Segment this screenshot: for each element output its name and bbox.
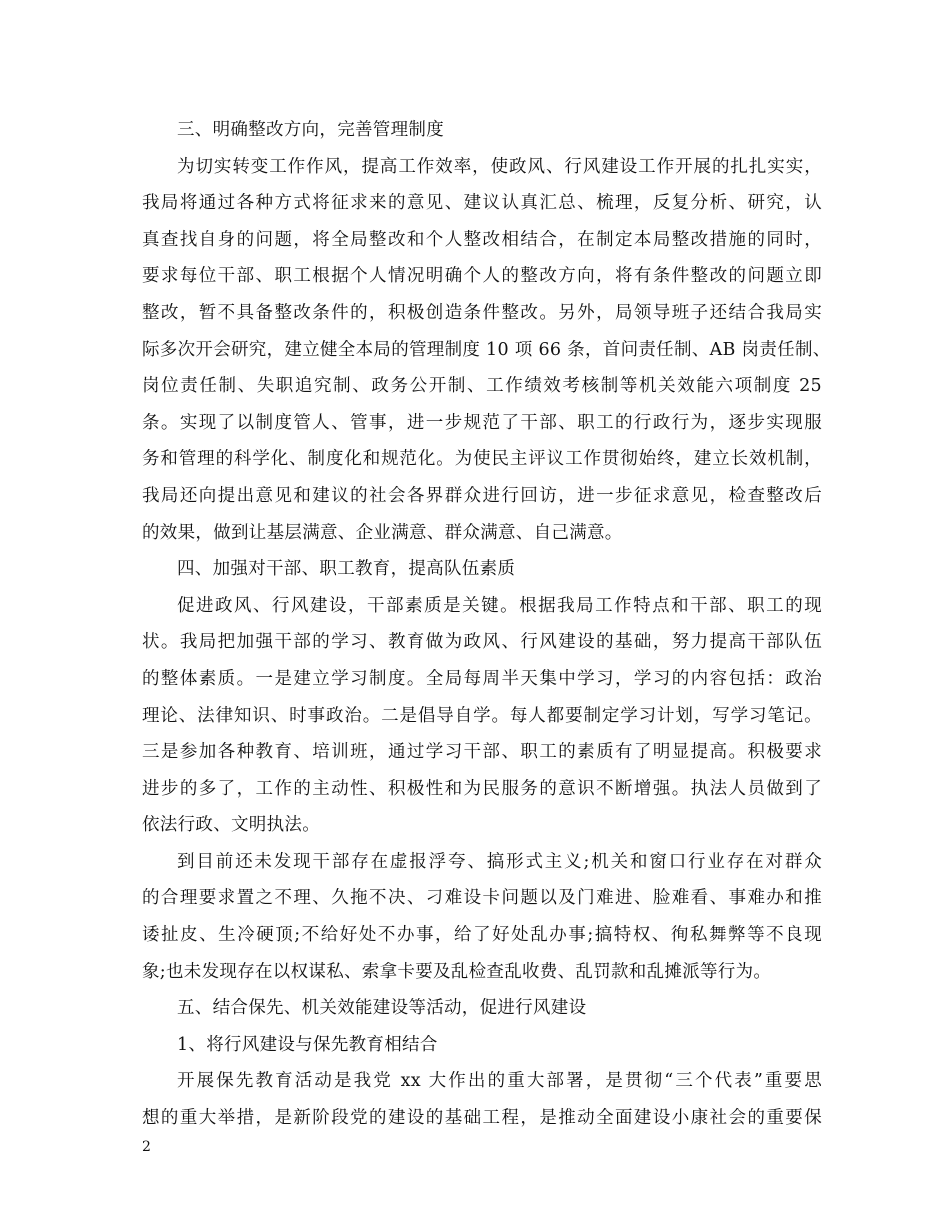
paragraph-line: 的整体素质。一是建立学习制度。全局每周半天集中学习，学习的内容包括：政治 — [142, 668, 822, 689]
paragraph-line: 到目前还未发现干部存在虚报浮夸、搞形式主义;机关和窗口行业存在对群众 — [177, 851, 822, 872]
paragraph-line: 想的重大举措，是新阶段党的建设的基础工程，是推动全面建设小康社会的重要保 — [142, 1108, 822, 1129]
paragraph-line: 象;也未发现存在以权谋私、索拿卡要及乱检查乱收费、乱罚款和乱摊派等行为。 — [142, 961, 772, 982]
page-number: 2 — [142, 1139, 151, 1155]
subsection-heading-1: 1、将行风建设与保先教育相结合 — [177, 1034, 438, 1055]
paragraph-line: 的效果，做到让基层满意、企业满意、群众满意、自己满意。 — [142, 522, 623, 543]
paragraph-line: 进步的多了，工作的主动性、积极性和为民服务的意识不断增强。执法人员做到了 — [142, 778, 822, 799]
section-heading-3: 三、明确整改方向，完善管理制度 — [177, 120, 444, 140]
document-body — [142, 112, 831, 1137]
paragraph-line: 务和管理的科学化、制度化和规范化。为使民主评议工作贯彻始终，建立长效机制， — [142, 449, 822, 470]
paragraph-line: 依法行政、文明执法。 — [142, 815, 320, 836]
paragraph-line: 促进政风、行风建设，干部素质是关键。根据我局工作特点和干部、职工的现 — [177, 595, 822, 616]
paragraph-line: 要求每位干部、职工根据个人情况明确个人的整改方向，将有条件整改的问题立即 — [142, 266, 822, 287]
paragraph-line: 诿扯皮、生冷硬顶;不给好处不办事，给了好处乱办事;搞特权、徇私舞弊等不良现 — [142, 925, 822, 946]
paragraph-line: 三是参加各种教育、培训班，通过学习干部、职工的素质有了明显提高。积极要求 — [142, 742, 822, 763]
paragraph-line: 我局还向提出意见和建议的社会各界群众进行回访，进一步征求意见，检查整改后 — [142, 485, 822, 506]
paragraph-line: 为切实转变工作作风，提高工作效率，使政风、行风建设工作开展的扎扎实实， — [177, 156, 822, 177]
paragraph-line: 开展保先教育活动是我党 xx 大作出的重大部署，是贯彻“三个代表”重要思 — [177, 1071, 822, 1092]
paragraph-line: 整改，暂不具备整改条件的，积极创造条件整改。另外，局领导班子还结合我局实 — [142, 302, 822, 323]
section-heading-4: 四、加强对干部、职工教育，提高队伍素质 — [177, 559, 516, 580]
paragraph-line: 际多次开会研究，建立健全本局的管理制度 10 项 66 条，首问责任制、AB 岗责任制、 — [142, 339, 831, 360]
paragraph-line: 我局将通过各种方式将征求来的意见、建议认真汇总、梳理，反复分析、研究，认 — [142, 193, 822, 214]
paragraph-line: 理论、法律知识、时事政治。二是倡导自学。每人都要制定学习计划，写学习笔记。 — [142, 705, 822, 726]
paragraph-line: 的合理要求置之不理、久拖不决、刁难设卡问题以及门难进、脸难看、事难办和推 — [142, 888, 822, 909]
paragraph-line: 真查找自身的问题，将全局整改和个人整改相结合，在制定本局整改措施的同时， — [142, 229, 822, 250]
paragraph-line: 岗位责任制、失职追究制、政务公开制、工作绩效考核制等机关效能六项制度 25 — [142, 376, 822, 397]
section-heading-5: 五、结合保先、机关效能建设等活动，促进行风建设 — [177, 998, 587, 1019]
paragraph-line: 条。实现了以制度管人、管事，进一步规范了干部、职工的行政行为，逐步实现服 — [142, 412, 822, 433]
paragraph-line: 状。我局把加强干部的学习、教育做为政风、行风建设的基础，努力提高干部队伍 — [142, 632, 822, 653]
